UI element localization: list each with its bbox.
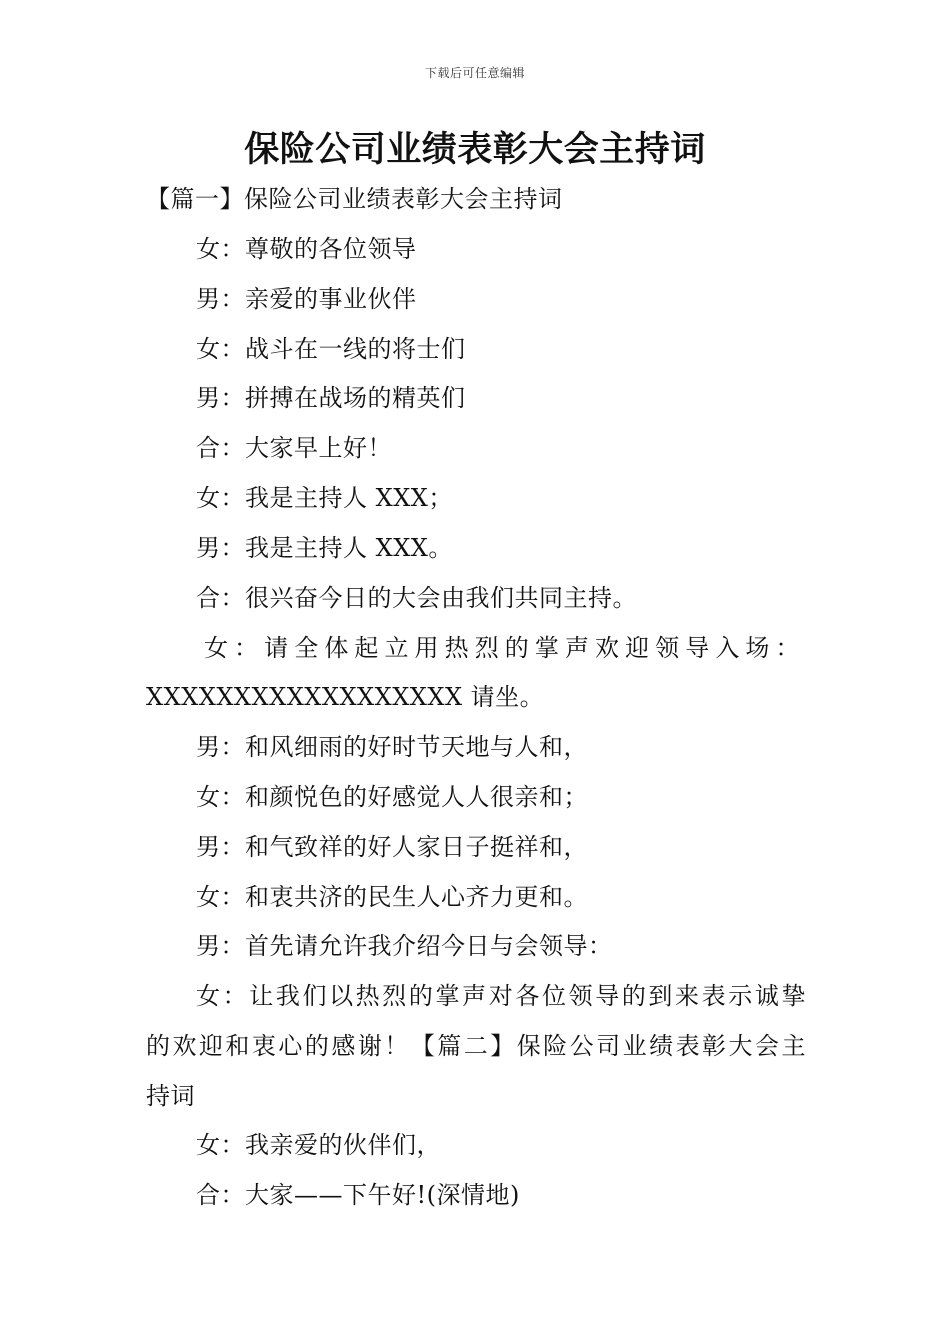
text-line: 女：和颜悦色的好感觉人人很亲和； (196, 783, 588, 811)
text-line: 女：我亲爱的伙伴们， (196, 1131, 441, 1159)
document-title: 保险公司业绩表彰大会主持词 (244, 130, 706, 170)
text-line: 女：请全体起立用热烈的掌声欢迎领导入场： (204, 634, 800, 662)
text-line: 男：亲爱的事业伙伴 (196, 285, 417, 313)
text-line: 合：很兴奋今日的大会由我们共同主持。 (196, 584, 637, 612)
text-line: 持词 (146, 1082, 195, 1110)
text-line: XXXXXXXXXXXXXXXXXX 请坐。 (146, 683, 545, 711)
text-line: 女：我是主持人 XXX； (196, 484, 453, 512)
text-line: 男：拼搏在战场的精英们 (196, 384, 466, 412)
text-line: 女：让我们以热烈的掌声对各位领导的到来表示诚挚 (196, 982, 806, 1010)
page-header-note: 下载后可任意编辑 (424, 66, 525, 80)
text-line: 女：和衷共济的民生人心齐力更和。 (196, 883, 588, 911)
text-line: 男：首先请允许我介绍今日与会领导： (196, 932, 613, 960)
text-line: 男：和风细雨的好时节天地与人和， (196, 733, 588, 761)
text-line: 的欢迎和衷心的感谢！【篇二】保险公司业绩表彰大会主 (146, 1032, 806, 1060)
text-line: 女：战斗在一线的将士们 (196, 335, 466, 363)
text-line: 男：我是主持人 XXX。 (196, 534, 453, 562)
text-line: 男：和气致祥的好人家日子挺祥和， (196, 833, 588, 861)
text-line: 女：尊敬的各位领导 (196, 235, 417, 263)
text-line: 合：大家——下午好!(深情地) (196, 1181, 520, 1209)
text-line: 合：大家早上好！ (196, 434, 392, 462)
section-heading-1: 【篇一】保险公司业绩表彰大会主持词 (146, 185, 563, 213)
